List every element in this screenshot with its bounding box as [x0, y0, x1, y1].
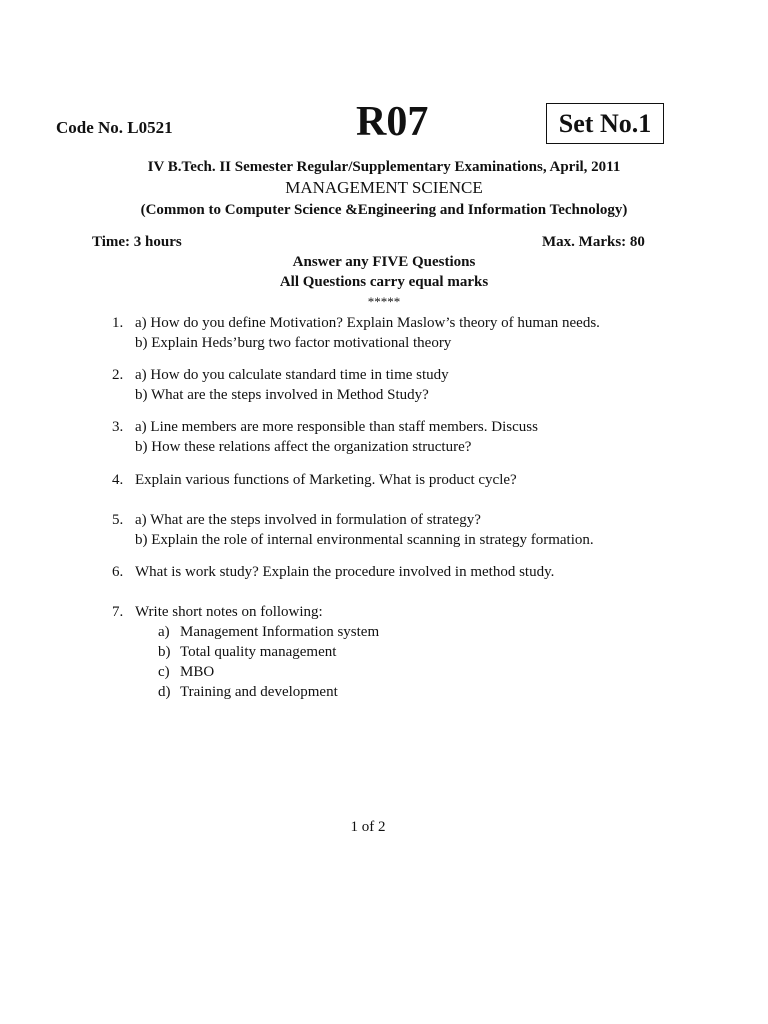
sub-item-text: Training and development [180, 684, 338, 700]
question-number: 6. [112, 564, 124, 580]
question-number: 5. [112, 512, 124, 528]
sub-item-label: b) [158, 644, 171, 660]
question-number: 2. [112, 367, 124, 383]
question-line: Explain various functions of Marketing. What is product cycle? [135, 472, 517, 488]
question-line: a) What are the steps involved in formulation of strategy? [135, 512, 481, 528]
code-number: Code No. L0521 [56, 118, 173, 137]
subject-title: MANAGEMENT SCIENCE [285, 178, 483, 197]
regulation-code: R07 [356, 99, 429, 145]
question-line: b) Explain Heds’burg two factor motivational theory [135, 335, 452, 351]
instruction-answer-five: Answer any FIVE Questions [292, 254, 476, 270]
sub-item-label: a) [158, 624, 170, 640]
question-line: a) How do you define Motivation? Explain Maslow’s theory of human needs. [135, 315, 600, 331]
question-line: b) What are the steps involved in Method Study? [135, 387, 429, 403]
sub-item-label: d) [158, 684, 171, 700]
max-marks: Max. Marks: 80 [542, 234, 645, 250]
sub-item-label: c) [158, 664, 170, 680]
exam-title: IV B.Tech. II Semester Regular/Supplementary Examinations, April, 2011 [147, 159, 621, 175]
set-number-box [546, 103, 664, 144]
page-number: 1 of 2 [350, 819, 386, 835]
sub-item-text: MBO [180, 664, 215, 680]
instruction-equal-marks: All Questions carry equal marks [279, 274, 489, 290]
question-line: b) Explain the role of internal environmental scanning in strategy formation. [135, 532, 594, 548]
question-line: Write short notes on following: [135, 604, 323, 620]
question-number: 3. [112, 419, 124, 435]
question-number: 4. [112, 472, 124, 488]
sub-item-text: Total quality management [180, 644, 337, 660]
question-line: What is work study? Explain the procedure involved in method study. [135, 564, 555, 580]
question-line: b) How these relations affect the organization structure? [135, 439, 472, 455]
exam-duration: Time: 3 hours [92, 234, 182, 250]
question-number: 7. [112, 604, 124, 620]
separator-stars: ***** [367, 294, 401, 309]
question-line: a) How do you calculate standard time in time study [135, 367, 449, 383]
question-number: 1. [112, 315, 124, 331]
set-number-label: Set No.1 [558, 108, 652, 138]
common-to-note: (Common to Computer Science &Engineering and Information Technology) [140, 202, 628, 218]
question-line: a) Line members are more responsible than staff members. Discuss [135, 419, 538, 435]
sub-item-text: Management Information system [180, 624, 380, 640]
